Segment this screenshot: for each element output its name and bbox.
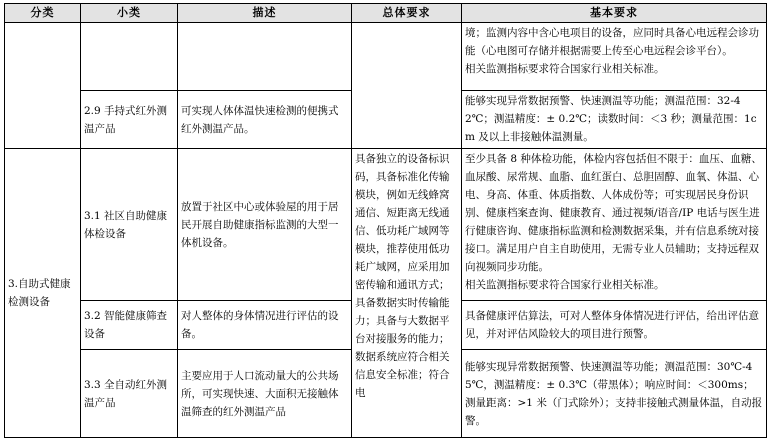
basic-line: 具备健康评估算法，可对人整体身体情况进行评估，给出评估意见，并对评估风险较大的项目进行预警。	[465, 310, 759, 340]
subcategory-2-9: 2.9 手持式红外测温产品	[81, 91, 178, 149]
description-3-2: 对人整体的身体情况进行评估的设备。	[178, 301, 352, 350]
general-cell-empty	[352, 23, 462, 149]
description-cell-empty	[178, 23, 352, 91]
description-3-1: 放置于社区中心或体验屋的用于居民开展自助健康指标监测的大型一体机设备。	[178, 149, 352, 301]
basic-line: 能够实现异常数据预警、快速测温等功能；测温范围：32-42℃；测温精度：± 0.2℃；读数时间：＜3 秒；测量范围：1cm 及以上非接触体温测量。	[465, 95, 757, 143]
header-description: 描述	[178, 4, 352, 23]
category-3: 3.自助式健康检测设备	[5, 149, 81, 438]
subcategory-3-2: 3.2 智能健康筛查设备	[81, 301, 178, 350]
header-general: 总体要求	[352, 4, 462, 23]
basic-line: 至少具备 8 种体检功能，体检内容包括但不限于：血压、血糖、血尿酸、尿常规、血脂、血红蛋白、总胆固醇、血氧、体温、心电、身高、体重、体质指数、人体成份等；可实现居民身份识别、健康档案查询、健康教育、通过视频/语音/IP 电话与医生进行健康咨询、健康指标监测和检测数据采集，并有信息系统对接接口。满足用户自主自助使用，无需专业人员辅助；支持远程双向视频同步功能。	[465, 153, 762, 273]
header-basic: 基本要求	[462, 4, 767, 23]
basic-3-2	[462, 301, 767, 350]
basic-line: 相关监测指标要求符合国家行业相关标准。	[465, 63, 665, 75]
basic-3-1	[462, 149, 767, 301]
description-3-3: 主要应用于人口流动量大的公共场所，可实现快速、大面积无接触体温筛查的红外测温产品	[178, 350, 352, 438]
header-category: 分类	[5, 4, 81, 23]
header-row	[5, 4, 767, 23]
table-row-continued	[5, 23, 767, 91]
table-row-3-1	[5, 149, 767, 301]
basic-2-9	[462, 91, 767, 149]
category-cell-empty	[5, 23, 81, 149]
general-3: 具备独立的设备标识码，具备标准化传输模块，例如无线蜂窝通信、短距离无线通信、低功耗广域网等模块，推荐使用低功耗广域网，应采用加密传输和通讯方式；具备数据实时传输能力；具备与大数据平台对接服务的能力；数据系统应符合相关信息安全标准；符合电	[352, 149, 462, 438]
subcategory-3-3: 3.3 全自动红外测温产品	[81, 350, 178, 438]
basic-line: 相关监测指标要求符合国家行业相关标准。	[465, 279, 665, 291]
basic-line: 能够实现异常数据预警、快速测温等功能；测温范围：30℃-45℃，测温精度：± 0.3℃（带黑体）；响应时间：＜300ms；测量距离：>1 米（门式除外）；支持非接触式测量体温，自动报警。	[465, 360, 763, 427]
description-2-9: 可实现人体体温快速检测的便携式红外测温产品。	[178, 91, 352, 149]
basic-3-3	[462, 350, 767, 438]
subcategory-3-1: 3.1 社区自助健康体检设备	[81, 149, 178, 301]
subcategory-cell-empty	[81, 23, 178, 91]
basic-cell-continued	[462, 23, 767, 91]
header-subcategory: 小类	[81, 4, 178, 23]
requirements-table	[4, 3, 767, 438]
basic-line: 境；监测内容中含心电项目的设备，应同时具备心电远程会诊功能（心电图可存储并根据需要上传至心电远程会诊平台）。	[465, 27, 759, 57]
